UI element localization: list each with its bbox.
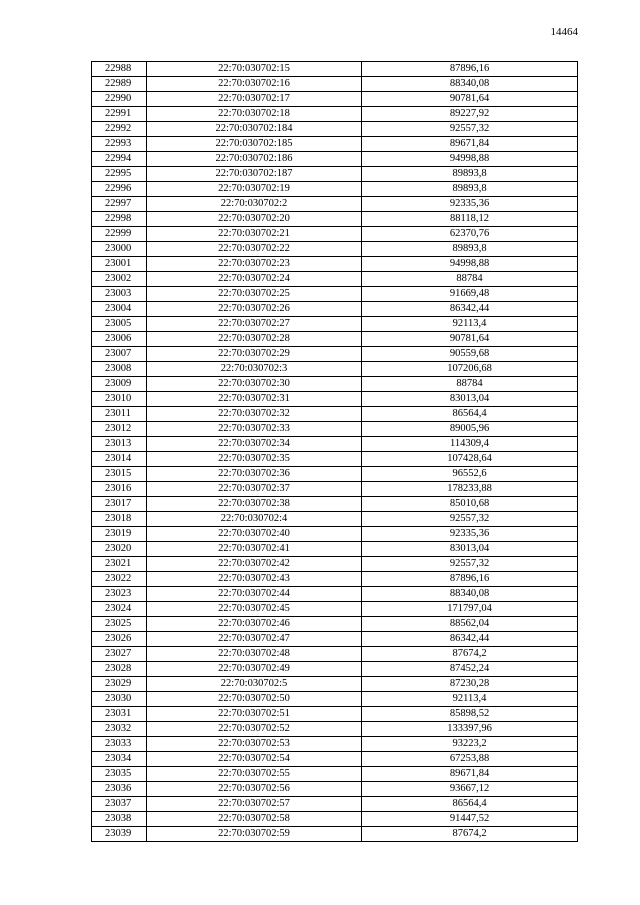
row-number-cell: 23019	[92, 527, 147, 542]
row-number-cell: 22998	[92, 212, 147, 227]
row-number-cell: 23038	[92, 812, 147, 827]
row-number-cell: 22990	[92, 92, 147, 107]
row-number-cell: 22997	[92, 197, 147, 212]
row-number-cell: 23006	[92, 332, 147, 347]
row-number-cell: 23028	[92, 662, 147, 677]
table-row	[92, 602, 578, 617]
cadastral-number-cell: 22:70:030702:30	[147, 377, 362, 392]
row-number-cell: 23016	[92, 482, 147, 497]
table-row	[92, 812, 578, 827]
value-cell: 86564,4	[362, 797, 578, 812]
row-number-cell: 23022	[92, 572, 147, 587]
row-number-cell: 23011	[92, 407, 147, 422]
table-row	[92, 332, 578, 347]
value-cell: 89893,8	[362, 242, 578, 257]
row-number-cell: 23017	[92, 497, 147, 512]
row-number-cell: 23014	[92, 452, 147, 467]
cadastral-number-cell: 22:70:030702:15	[147, 62, 362, 77]
cadastral-number-cell: 22:70:030702:57	[147, 797, 362, 812]
table-row	[92, 662, 578, 677]
cadastral-number-cell: 22:70:030702:21	[147, 227, 362, 242]
cadastral-number-cell: 22:70:030702:41	[147, 542, 362, 557]
cadastral-number-cell: 22:70:030702:19	[147, 182, 362, 197]
cadastral-number-cell: 22:70:030702:40	[147, 527, 362, 542]
table-row	[92, 782, 578, 797]
value-cell: 87896,16	[362, 572, 578, 587]
row-number-cell: 23029	[92, 677, 147, 692]
table-row	[92, 512, 578, 527]
row-number-cell: 22995	[92, 167, 147, 182]
table-row	[92, 692, 578, 707]
cadastral-number-cell: 22:70:030702:24	[147, 272, 362, 287]
cadastral-number-cell: 22:70:030702:59	[147, 827, 362, 842]
page-number: 14464	[550, 26, 578, 38]
row-number-cell: 23010	[92, 392, 147, 407]
table-row	[92, 107, 578, 122]
table-row	[92, 392, 578, 407]
value-cell: 85898,52	[362, 707, 578, 722]
row-number-cell: 23004	[92, 302, 147, 317]
cadastral-number-cell: 22:70:030702:45	[147, 602, 362, 617]
table-row	[92, 557, 578, 572]
cadastral-number-cell: 22:70:030702:4	[147, 512, 362, 527]
cadastral-number-cell: 22:70:030702:32	[147, 407, 362, 422]
cadastral-number-cell: 22:70:030702:29	[147, 347, 362, 362]
table-row	[92, 257, 578, 272]
value-cell: 91669,48	[362, 287, 578, 302]
table-row	[92, 767, 578, 782]
value-cell: 133397,96	[362, 722, 578, 737]
value-cell: 87896,16	[362, 62, 578, 77]
value-cell: 86342,44	[362, 632, 578, 647]
table-row	[92, 272, 578, 287]
value-cell: 93223,2	[362, 737, 578, 752]
table-row	[92, 797, 578, 812]
value-cell: 114309,4	[362, 437, 578, 452]
row-number-cell: 23015	[92, 467, 147, 482]
cadastral-number-cell: 22:70:030702:185	[147, 137, 362, 152]
value-cell: 89227,92	[362, 107, 578, 122]
table-row	[92, 182, 578, 197]
table-row	[92, 542, 578, 557]
row-number-cell: 22993	[92, 137, 147, 152]
table-row	[92, 452, 578, 467]
value-cell: 89893,8	[362, 182, 578, 197]
row-number-cell: 23035	[92, 767, 147, 782]
table-row	[92, 152, 578, 167]
table-row	[92, 752, 578, 767]
value-cell: 89671,84	[362, 137, 578, 152]
cadastral-number-cell: 22:70:030702:187	[147, 167, 362, 182]
table-row	[92, 77, 578, 92]
value-cell: 87452,24	[362, 662, 578, 677]
table-row	[92, 347, 578, 362]
table-row	[92, 707, 578, 722]
table-row	[92, 722, 578, 737]
value-cell: 87674,2	[362, 647, 578, 662]
value-cell: 89671,84	[362, 767, 578, 782]
value-cell: 90781,64	[362, 92, 578, 107]
value-cell: 96552,6	[362, 467, 578, 482]
row-number-cell: 23018	[92, 512, 147, 527]
value-cell: 92557,32	[362, 122, 578, 137]
row-number-cell: 23000	[92, 242, 147, 257]
value-cell: 85010,68	[362, 497, 578, 512]
value-cell: 87230,28	[362, 677, 578, 692]
cadastral-number-cell: 22:70:030702:20	[147, 212, 362, 227]
cadastral-number-cell: 22:70:030702:27	[147, 317, 362, 332]
cadastral-number-cell: 22:70:030702:51	[147, 707, 362, 722]
cadastral-number-cell: 22:70:030702:42	[147, 557, 362, 572]
cadastral-number-cell: 22:70:030702:38	[147, 497, 362, 512]
table-row	[92, 122, 578, 137]
cadastral-number-cell: 22:70:030702:186	[147, 152, 362, 167]
table-row	[92, 677, 578, 692]
row-number-cell: 22988	[92, 62, 147, 77]
table-row	[92, 227, 578, 242]
table-row	[92, 62, 578, 77]
cadastral-number-cell: 22:70:030702:33	[147, 422, 362, 437]
cadastral-number-cell: 22:70:030702:28	[147, 332, 362, 347]
table-row	[92, 92, 578, 107]
cadastral-table	[91, 61, 578, 842]
cadastral-number-cell: 22:70:030702:46	[147, 617, 362, 632]
value-cell: 88340,08	[362, 587, 578, 602]
table-row	[92, 827, 578, 842]
row-number-cell: 23036	[92, 782, 147, 797]
row-number-cell: 23024	[92, 602, 147, 617]
cadastral-number-cell: 22:70:030702:18	[147, 107, 362, 122]
cadastral-number-cell: 22:70:030702:23	[147, 257, 362, 272]
table-row	[92, 212, 578, 227]
row-number-cell: 23012	[92, 422, 147, 437]
table-row	[92, 242, 578, 257]
row-number-cell: 23027	[92, 647, 147, 662]
cadastral-number-cell: 22:70:030702:55	[147, 767, 362, 782]
table-row	[92, 647, 578, 662]
row-number-cell: 23003	[92, 287, 147, 302]
table-row	[92, 437, 578, 452]
row-number-cell: 23002	[92, 272, 147, 287]
table-row	[92, 197, 578, 212]
table-row	[92, 317, 578, 332]
cadastral-number-cell: 22:70:030702:36	[147, 467, 362, 482]
row-number-cell: 23013	[92, 437, 147, 452]
cadastral-number-cell: 22:70:030702:47	[147, 632, 362, 647]
value-cell: 83013,04	[362, 392, 578, 407]
value-cell: 107206,68	[362, 362, 578, 377]
cadastral-number-cell: 22:70:030702:22	[147, 242, 362, 257]
table-row	[92, 632, 578, 647]
table-row	[92, 407, 578, 422]
value-cell: 92335,36	[362, 527, 578, 542]
row-number-cell: 22994	[92, 152, 147, 167]
cadastral-number-cell: 22:70:030702:2	[147, 197, 362, 212]
row-number-cell: 23001	[92, 257, 147, 272]
value-cell: 90781,64	[362, 332, 578, 347]
cadastral-number-cell: 22:70:030702:43	[147, 572, 362, 587]
cadastral-number-cell: 22:70:030702:184	[147, 122, 362, 137]
value-cell: 92557,32	[362, 512, 578, 527]
value-cell: 92335,36	[362, 197, 578, 212]
cadastral-number-cell: 22:70:030702:53	[147, 737, 362, 752]
row-number-cell: 23030	[92, 692, 147, 707]
row-number-cell: 23005	[92, 317, 147, 332]
row-number-cell: 23033	[92, 737, 147, 752]
cadastral-number-cell: 22:70:030702:58	[147, 812, 362, 827]
value-cell: 92113,4	[362, 317, 578, 332]
table-row	[92, 572, 578, 587]
row-number-cell: 22996	[92, 182, 147, 197]
table-row	[92, 137, 578, 152]
cadastral-number-cell: 22:70:030702:35	[147, 452, 362, 467]
table-row	[92, 737, 578, 752]
cadastral-number-cell: 22:70:030702:34	[147, 437, 362, 452]
value-cell: 88340,08	[362, 77, 578, 92]
value-cell: 92557,32	[362, 557, 578, 572]
row-number-cell: 23031	[92, 707, 147, 722]
row-number-cell: 23008	[92, 362, 147, 377]
value-cell: 83013,04	[362, 542, 578, 557]
value-cell: 88784	[362, 377, 578, 392]
cadastral-number-cell: 22:70:030702:3	[147, 362, 362, 377]
value-cell: 93667,12	[362, 782, 578, 797]
value-cell: 107428,64	[362, 452, 578, 467]
value-cell: 91447,52	[362, 812, 578, 827]
cadastral-number-cell: 22:70:030702:16	[147, 77, 362, 92]
value-cell: 88784	[362, 272, 578, 287]
row-number-cell: 22999	[92, 227, 147, 242]
row-number-cell: 23039	[92, 827, 147, 842]
value-cell: 94998,88	[362, 257, 578, 272]
cadastral-number-cell: 22:70:030702:17	[147, 92, 362, 107]
cadastral-number-cell: 22:70:030702:54	[147, 752, 362, 767]
value-cell: 90559,68	[362, 347, 578, 362]
value-cell: 94998,88	[362, 152, 578, 167]
row-number-cell: 23009	[92, 377, 147, 392]
row-number-cell: 23032	[92, 722, 147, 737]
value-cell: 178233,88	[362, 482, 578, 497]
value-cell: 88562,04	[362, 617, 578, 632]
cadastral-number-cell: 22:70:030702:48	[147, 647, 362, 662]
table-row	[92, 527, 578, 542]
table-row	[92, 587, 578, 602]
cadastral-number-cell: 22:70:030702:44	[147, 587, 362, 602]
row-number-cell: 23023	[92, 587, 147, 602]
table-row	[92, 287, 578, 302]
value-cell: 171797,04	[362, 602, 578, 617]
table-row	[92, 497, 578, 512]
table-row	[92, 617, 578, 632]
row-number-cell: 23037	[92, 797, 147, 812]
row-number-cell: 23007	[92, 347, 147, 362]
cadastral-number-cell: 22:70:030702:31	[147, 392, 362, 407]
row-number-cell: 23034	[92, 752, 147, 767]
cadastral-number-cell: 22:70:030702:50	[147, 692, 362, 707]
row-number-cell: 23021	[92, 557, 147, 572]
row-number-cell: 23026	[92, 632, 147, 647]
table-row	[92, 362, 578, 377]
row-number-cell: 23025	[92, 617, 147, 632]
table-row	[92, 167, 578, 182]
row-number-cell: 22992	[92, 122, 147, 137]
table-row	[92, 467, 578, 482]
value-cell: 89005,96	[362, 422, 578, 437]
table-row	[92, 482, 578, 497]
cadastral-number-cell: 22:70:030702:25	[147, 287, 362, 302]
value-cell: 89893,8	[362, 167, 578, 182]
table-row	[92, 422, 578, 437]
cadastral-number-cell: 22:70:030702:37	[147, 482, 362, 497]
cadastral-number-cell: 22:70:030702:26	[147, 302, 362, 317]
row-number-cell: 22991	[92, 107, 147, 122]
row-number-cell: 23020	[92, 542, 147, 557]
value-cell: 86564,4	[362, 407, 578, 422]
table-body	[92, 62, 578, 842]
row-number-cell: 22989	[92, 77, 147, 92]
value-cell: 92113,4	[362, 692, 578, 707]
cadastral-number-cell: 22:70:030702:5	[147, 677, 362, 692]
cadastral-number-cell: 22:70:030702:52	[147, 722, 362, 737]
table-row	[92, 302, 578, 317]
cadastral-number-cell: 22:70:030702:49	[147, 662, 362, 677]
value-cell: 88118,12	[362, 212, 578, 227]
value-cell: 62370,76	[362, 227, 578, 242]
table-row	[92, 377, 578, 392]
value-cell: 67253,88	[362, 752, 578, 767]
cadastral-number-cell: 22:70:030702:56	[147, 782, 362, 797]
value-cell: 86342,44	[362, 302, 578, 317]
value-cell: 87674,2	[362, 827, 578, 842]
